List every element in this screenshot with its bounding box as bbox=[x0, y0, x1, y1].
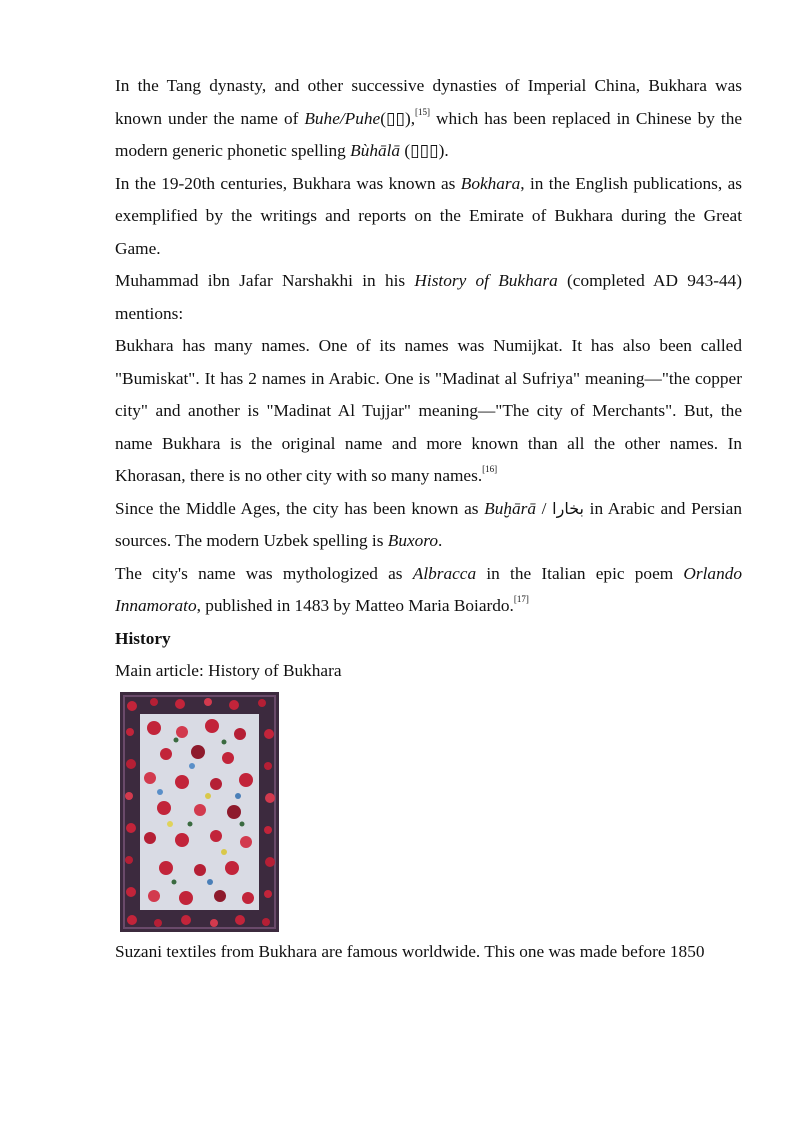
document-page bbox=[115, 70, 742, 968]
text-run: / bbox=[535, 498, 553, 518]
text-run: (▯▯), bbox=[380, 108, 416, 128]
citation-17[interactable]: [17] bbox=[513, 594, 529, 605]
paragraph-narshakhi bbox=[115, 265, 742, 330]
italic-poem-title: Orlando Innamorato bbox=[115, 563, 742, 615]
paragraph-tang-dynasty bbox=[115, 70, 742, 168]
italic-name: Buxoro bbox=[387, 531, 438, 550]
text-run: in Arabic and Persian sources. The modern Uzbek spelling is bbox=[115, 498, 742, 550]
text-run: (completed AD 943-44) mentions: bbox=[115, 271, 742, 323]
image-caption: Suzani textiles from Bukhara are famous worldwide. This one was made before 1850 bbox=[115, 941, 705, 961]
text-run: Bukhara has many names. One of its names was Numijkat. It has also been called "Bumiskat". It has 2 names in Arabic. One is "Madinat al Sufriya" meaning—"the copper city" and another is "Madinat Al Tujjar" meaning—"The city of Merchants". But, the name Bukhara is the original name and more known than all the other names. In Khorasan, there is no other city with so many names. bbox=[115, 336, 742, 485]
text-run: Since the Middle Ages, the city has been known as bbox=[115, 498, 485, 518]
italic-name: Bùhālā bbox=[350, 141, 401, 160]
text-run: The city's name was mythologized as bbox=[115, 563, 413, 583]
citation-15[interactable]: [15] bbox=[415, 106, 431, 117]
italic-name: Buḫārā bbox=[484, 498, 536, 518]
text-run: In the Tang dynasty, and other successive dynasties of Imperial China, Bukhara was known under the name of bbox=[115, 76, 742, 128]
text-run: Muhammad ibn Jafar Narshakhi in his bbox=[115, 271, 415, 290]
citation-16[interactable]: [16] bbox=[482, 464, 498, 475]
italic-name: Buhe/Puhe bbox=[304, 108, 381, 128]
italic-name: Bokhara bbox=[460, 173, 521, 193]
text-run: , published in 1483 by Matteo Maria Boiardo. bbox=[196, 596, 514, 615]
text-run: In the 19-20th centuries, Bukhara was known as bbox=[115, 173, 461, 193]
text-run: (▯▯▯). bbox=[400, 141, 449, 160]
section-heading-history: History bbox=[115, 628, 171, 648]
text-run: in the Italian epic poem bbox=[476, 563, 684, 583]
paragraph-middle-ages bbox=[115, 493, 742, 558]
italic-name: Albracca bbox=[412, 563, 477, 583]
text-run: , in the English publications, as exemplified by the writings and reports on the Emirate of Bukhara during the Great Game. bbox=[115, 173, 742, 258]
paragraph-bokhara bbox=[115, 168, 742, 266]
suzani-textile-image bbox=[120, 692, 279, 932]
arabic-name: بخارا bbox=[552, 498, 584, 518]
paragraph-albracca bbox=[115, 558, 742, 623]
paragraph-many-names bbox=[115, 330, 742, 493]
text-run: which has been replaced in Chinese by the modern generic phonetic spelling bbox=[115, 108, 743, 160]
main-article-link[interactable]: Main article: History of Bukhara bbox=[115, 661, 342, 680]
text-run: . bbox=[438, 531, 443, 550]
italic-book-title: History of Bukhara bbox=[414, 271, 558, 290]
